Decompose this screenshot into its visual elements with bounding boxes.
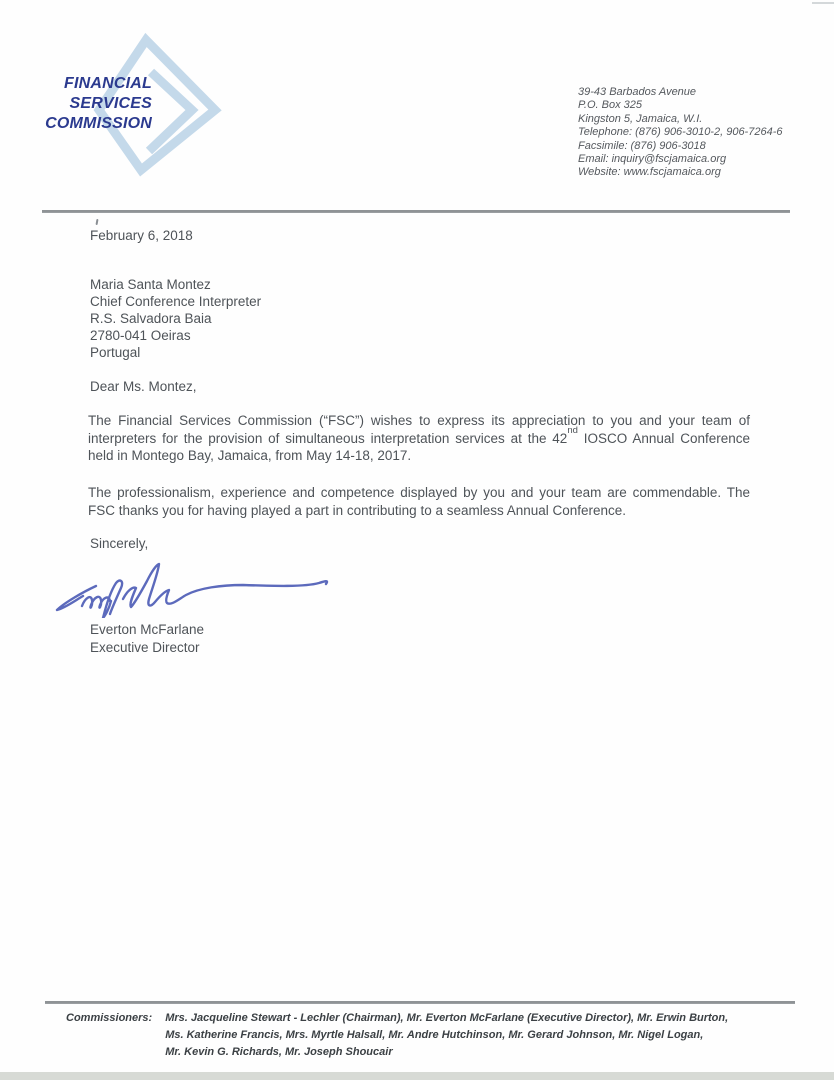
contact-line: 39-43 Barbados Avenue: [578, 86, 697, 98]
org-name-line: SERVICES: [69, 95, 152, 112]
org-name-line: FINANCIAL: [63, 75, 152, 92]
org-name: [40, 74, 152, 134]
signature-block: [90, 621, 204, 656]
contact-line: Website: www.fscjamaica.org: [578, 166, 721, 179]
signature-ink: [52, 554, 337, 618]
recipient-block: [90, 276, 261, 361]
body-paragraph-2: The professionalism, experience and competence displayed by you and your team are commendable. The FSC thanks you for having played a part in contributing to a seamless Annual Conference.: [88, 485, 750, 518]
recipient-line: R.S. Salvadora Baia: [90, 311, 212, 326]
paragraph-text: IOSCO Annual Conference held in Montego Bay, Jamaica, from May 14-18, 2017.: [88, 430, 750, 464]
ordinal-suffix: nd: [567, 425, 578, 437]
closing: Sincerely,: [90, 536, 149, 551]
recipient-line: Portugal: [90, 345, 141, 360]
scan-artifact-corner: [812, 2, 834, 4]
letterhead-divider: [42, 210, 790, 213]
commissioners-block: [66, 1010, 796, 1061]
commissioners-line: Mr. Kevin G. Richards, Mr. Joseph Shoucair: [165, 1046, 393, 1058]
footer-divider: [45, 1001, 795, 1004]
commissioners-line: Mrs. Jacqueline Stewart - Lechler (Chairman), Mr. Everton McFarlane (Executive Director), Mr. Erwin Burton,: [165, 1012, 729, 1024]
contact-line: Kingston 5, Jamaica, W.I.: [578, 112, 703, 125]
recipient-line: 2780-041 Oeiras: [90, 328, 191, 343]
signer-name: Everton McFarlane: [90, 622, 205, 637]
recipient-line: Maria Santa Montez: [90, 277, 211, 292]
contact-line: Facsimile: (876) 906-3018: [578, 139, 706, 152]
commissioners-label: Commissioners:: [66, 1012, 153, 1024]
recipient-line: Chief Conference Interpreter: [90, 294, 262, 309]
letter-date: February 6, 2018: [90, 228, 193, 243]
commissioners-line: Ms. Katherine Francis, Mrs. Myrtle Halsall, Mr. Andre Hutchinson, Mr. Gerard Johnson, Mr. Nigel Logan,: [165, 1029, 704, 1041]
paragraph-text: The Financial Services Commission (“FSC”) wishes to express its appreciation to you and your team of interpreters for the provision of simultaneous interpretation services at the 42: [88, 413, 750, 446]
contact-line: Email: inquiry@fscjamaica.org: [578, 153, 727, 166]
org-name-line: COMMISSION: [45, 115, 152, 132]
commissioners-lines: [165, 1010, 728, 1061]
contact-line: P.O. Box 325: [578, 99, 643, 112]
salutation: Dear Ms. Montez,: [90, 379, 197, 394]
contact-line: Telephone: (876) 906-3010-2, 906-7264-6: [578, 126, 783, 139]
contact-block: [578, 86, 782, 180]
signer-title: Executive Director: [90, 639, 200, 655]
scan-edge-strip: [0, 1072, 834, 1080]
body-paragraph-1: [88, 412, 750, 465]
scan-artifact: [95, 219, 98, 225]
